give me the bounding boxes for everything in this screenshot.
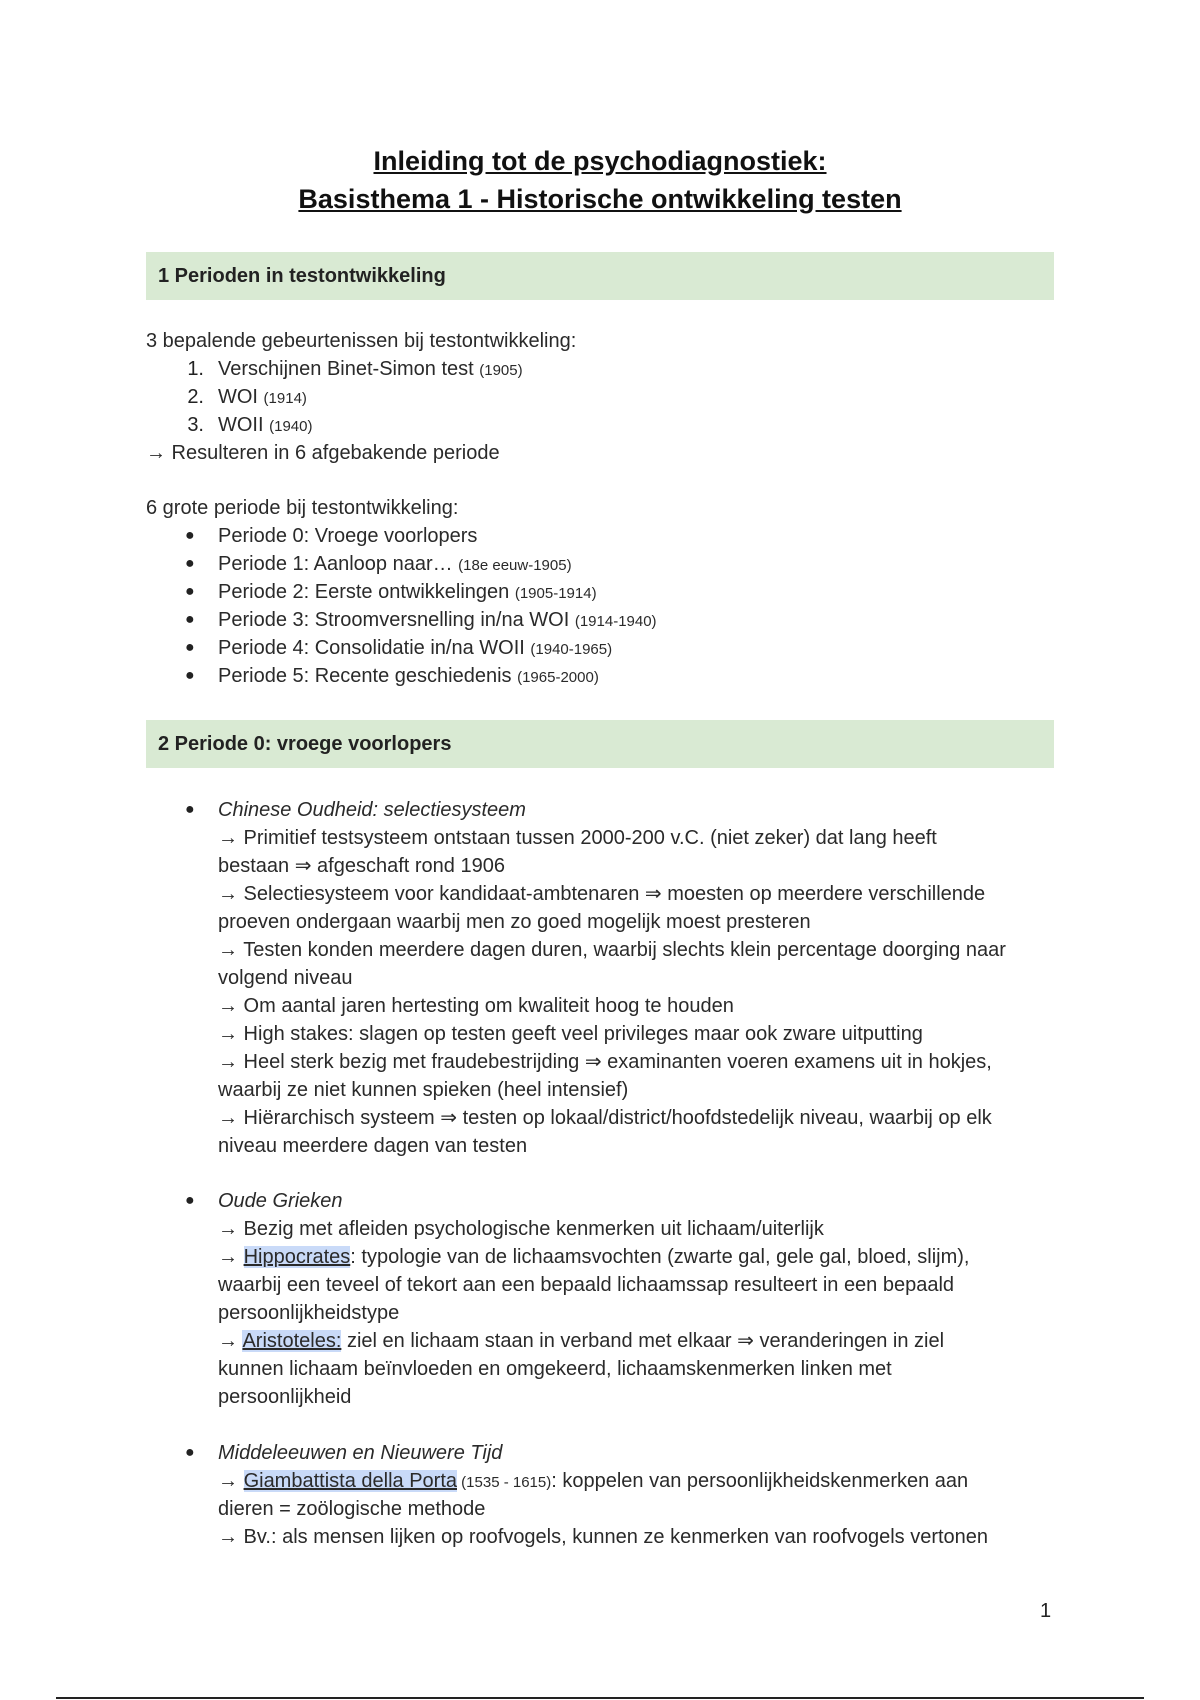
text-line: → Heel sterk bezig met fraudebestrijding ⇒ examinanten voeren examens uit in hokjes, [218, 1051, 992, 1073]
page-number: 1 [1040, 1600, 1052, 1622]
text-line: volgend niveau [218, 967, 353, 989]
text-line: → Bezig met afleiden psychologische kenmerken uit lichaam/uiterlijk [218, 1218, 824, 1240]
list-item: Periode 1: Aanloop naar… (18e eeuw-1905) [218, 553, 572, 575]
text-line: kunnen lichaam beïnvloeden en omgekeerd, lichaamskenmerken linken met [218, 1358, 892, 1380]
bullet-icon: ● [185, 611, 195, 628]
della-porta-link[interactable]: Giambattista della Porta [243, 1470, 457, 1492]
text-line: → Bv.: als mensen lijken op roofvogels, kunnen ze kenmerken van roofvogels vertonen [218, 1526, 989, 1548]
text-line: → Giambattista della Porta (1535 - 1615): koppelen van persoonlijkheidskenmerken aan [218, 1470, 969, 1492]
text-line: → Testen konden meerdere dagen duren, waarbij slechts klein percentage doorging naar [218, 939, 1006, 961]
text-line: → Selectiesysteem voor kandidaat-ambtenaren ⇒ moesten op meerdere verschillende [218, 883, 986, 905]
list-number: 3. [187, 414, 204, 436]
text-line: waarbij ze niet kunnen spieken (heel intensief) [218, 1079, 629, 1101]
bullet-icon: ● [185, 527, 195, 544]
text-line: → Primitief testsysteem ontstaan tussen 2000-200 v.C. (niet zeker) dat lang heeft [218, 827, 937, 849]
text-line: → Hiërarchisch systeem ⇒ testen op lokaal/district/hoofdstedelijk niveau, waarbij op elk [218, 1107, 992, 1129]
bullet-icon: ● [185, 667, 195, 684]
list-item: Periode 0: Vroege voorlopers [218, 525, 478, 547]
page-divider [56, 1697, 1144, 1699]
text-line: → Hippocrates: typologie van de lichaamsvochten (zwarte gal, gele gal, bloed, slijm), [218, 1246, 970, 1268]
section-header-2: 2 Periode 0: vroege voorlopers [146, 720, 1054, 768]
subtopic-title: Chinese Oudheid: selectiesysteem [218, 799, 526, 821]
text-line: niveau meerdere dagen van testen [218, 1135, 528, 1157]
bullet-icon: ● [185, 555, 195, 572]
list-item: WOI (1914) [218, 386, 307, 408]
text-line: → Aristoteles: ziel en lichaam staan in verband met elkaar ⇒ veranderingen in ziel [218, 1330, 945, 1352]
hippocrates-link[interactable]: Hippocrates [243, 1246, 351, 1268]
text-line: → High stakes: slagen op testen geeft veel privileges maar ook zware uitputting [218, 1023, 923, 1045]
list-item: WOII (1940) [218, 414, 313, 436]
text-line: persoonlijkheid [218, 1386, 352, 1408]
text-line: dieren = zoölogische methode [218, 1498, 486, 1520]
bullet-icon: ● [185, 1444, 195, 1461]
list-item: Periode 3: Stroomversnelling in/na WOI (1914-1940) [218, 609, 657, 631]
text-line: waarbij een teveel of tekort aan een bepaald lichaamssap resulteert in een bepaald [218, 1274, 955, 1296]
aristoteles-link[interactable]: Aristoteles: [242, 1330, 342, 1352]
bullet-icon: ● [185, 583, 195, 600]
document-title-line2: Basisthema 1 - Historische ontwikkeling testen [298, 184, 902, 214]
text-line: persoonlijkheidstype [218, 1302, 400, 1324]
text-line: bestaan ⇒ afgeschaft rond 1906 [218, 855, 505, 877]
text-line: → Om aantal jaren hertesting om kwaliteit hoog te houden [218, 995, 734, 1017]
bullet-icon: ● [185, 639, 195, 656]
subtopic-title: Oude Grieken [218, 1190, 343, 1212]
bullet-icon: ● [185, 801, 195, 818]
list-number: 1. [187, 358, 204, 380]
text-line: proeven ondergaan waarbij men zo goed mogelijk moest presteren [218, 911, 811, 933]
list-item: Periode 4: Consolidatie in/na WOII (1940-1965) [218, 637, 613, 659]
bullet-icon: ● [185, 1192, 195, 1209]
section-header-1: 1 Perioden in testontwikkeling [146, 252, 1054, 300]
list-item: Periode 2: Eerste ontwikkelingen (1905-1914) [218, 581, 597, 603]
list-item: Verschijnen Binet-Simon test (1905) [218, 358, 523, 380]
events-result: → Resulteren in 6 afgebakende periode [146, 442, 500, 464]
list-item: Periode 5: Recente geschiedenis (1965-2000) [218, 665, 599, 687]
events-intro: 3 bepalende gebeurtenissen bij testontwikkeling: [146, 330, 577, 352]
subtopic-title: Middeleeuwen en Nieuwere Tijd [218, 1442, 503, 1464]
periods-intro: 6 grote periode bij testontwikkeling: [146, 497, 459, 519]
list-number: 2. [187, 386, 204, 408]
document-title-line1: Inleiding tot de psychodiagnostiek: [373, 146, 827, 176]
